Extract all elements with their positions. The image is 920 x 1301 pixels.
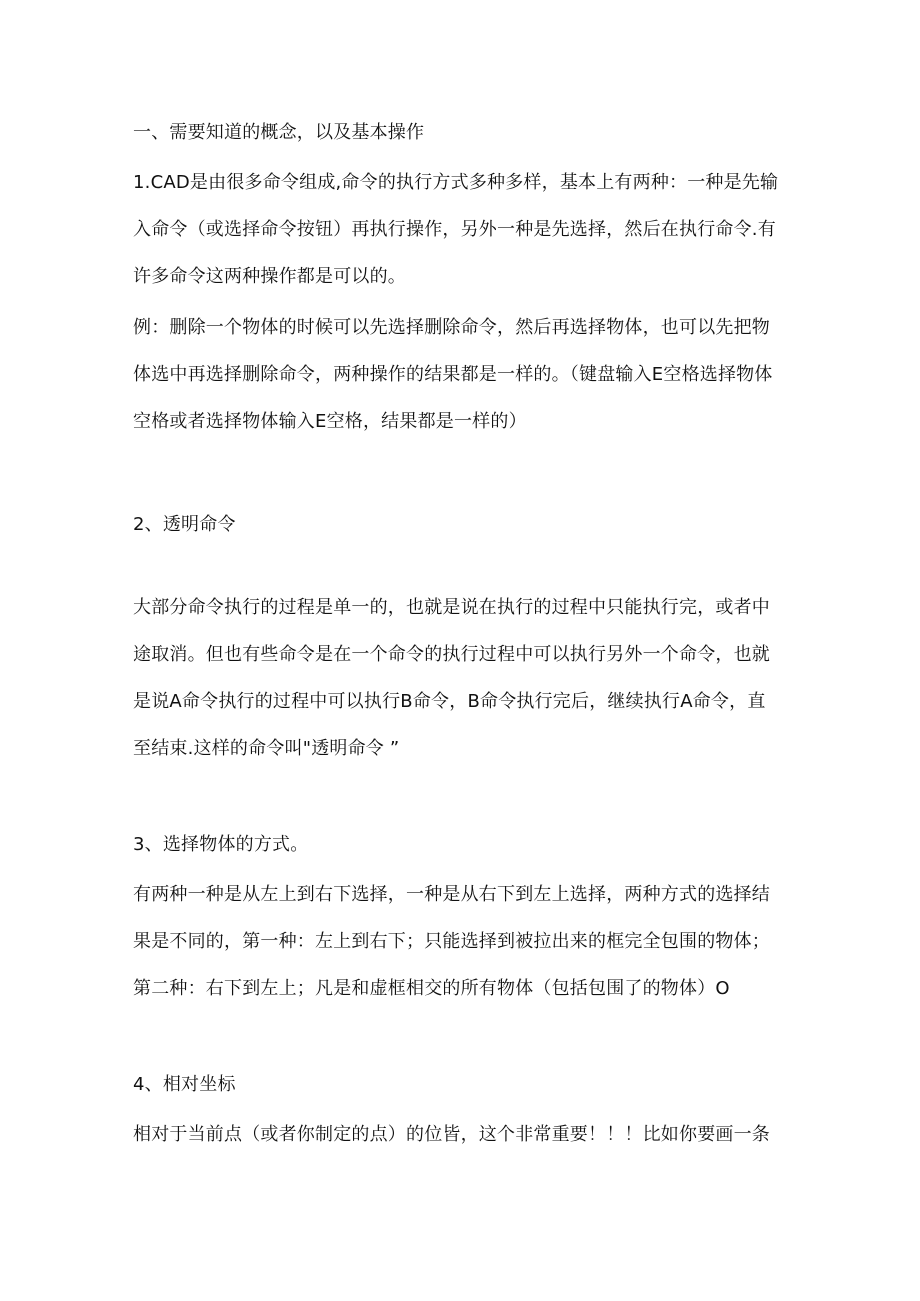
paragraph-line: 有两种一种是从左上到右下选择，一种是从右下到左上选择，两种方式的选择结 [133, 884, 770, 905]
section-heading: 2、透明命令 [133, 514, 236, 535]
paragraph-line: 空格或者选择物体输入E空格，结果都是一样的） [133, 411, 527, 432]
paragraph-line: 途取消。但也有些命令是在一个命令的执行过程中可以执行另外一个命令，也就 [133, 644, 770, 665]
section-heading: 4、相对坐标 [133, 1074, 236, 1095]
section-heading: 一、需要知道的概念，以及基本操作 [133, 122, 425, 143]
paragraph-line: 例：删除一个物体的时候可以先选择删除命令，然后再选择物体，也可以先把物 [133, 317, 770, 338]
paragraph-line: 果是不同的，第一种：左上到右下；只能选择到被拉出来的框完全包围的物体； [133, 931, 770, 952]
paragraph-line: 第二种：右下到左上；凡是和虚框相交的所有物体（包括包围了的物体）O [133, 978, 730, 999]
paragraph-line: 入命令（或选择命令按钮）再执行操作，另外一种是先选择，然后在执行命令.有 [133, 219, 776, 240]
paragraph-line: 许多命令这两种操作都是可以的。 [133, 266, 406, 287]
paragraph-line: 相对于当前点（或者你制定的点）的位皆，这个非常重要！！！比如你要画一条 [133, 1124, 770, 1145]
paragraph-line: 大部分命令执行的过程是单一的，也就是说在执行的过程中只能执行完，或者中 [133, 597, 770, 618]
paragraph-line: 体选中再选择删除命令，两种操作的结果都是一样的。（键盘输入E空格选择物体 [133, 364, 773, 385]
paragraph-line: 1.CAD是由很多命令组成,命令的执行方式多种多样，基本上有两种：一种是先输 [133, 172, 779, 193]
paragraph-line: 至结束.这样的命令叫"透明命令 ” [133, 738, 400, 759]
section-heading: 3、选择物体的方式。 [133, 834, 309, 855]
paragraph-line: 是说A命令执行的过程中可以执行B命令，B命令执行完后，继续执行A命令，直 [133, 691, 766, 712]
